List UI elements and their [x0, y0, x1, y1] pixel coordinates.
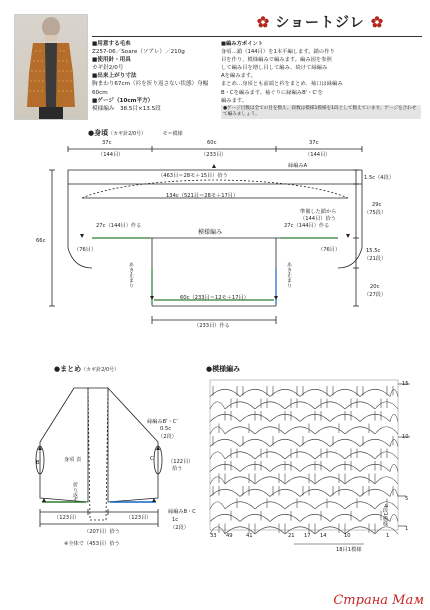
left-76: （76目） [74, 247, 97, 253]
st-41: 41 [246, 533, 253, 539]
right-15-5c-rows: （21段） [364, 256, 387, 262]
chain-arc [255, 477, 285, 484]
chain-arc [285, 502, 315, 509]
tools-value: カギ針2/0号 [92, 65, 124, 72]
yarn-heading: ■用意する毛糸 [92, 41, 131, 47]
rows-134: 134c（521目＝28モ＋17目） [166, 193, 239, 199]
chain-arc [345, 452, 375, 459]
pattern-note: モ＝模様 [162, 131, 183, 137]
right-76: （76目） [318, 247, 341, 253]
pattern-label: 模様編み [198, 229, 223, 236]
gauge-value: 模様編み 38.5目×13.5段 [92, 105, 161, 112]
chain-arc [225, 452, 255, 459]
size-heading: ■出来上がり寸法 [92, 73, 137, 80]
join-note: 準備した鎖から [300, 209, 337, 215]
top-mid-width: 60c [207, 140, 217, 146]
chain-arc [210, 427, 225, 434]
chain-arc [390, 389, 398, 396]
right-29c-rows: （75段） [364, 210, 387, 216]
chain-arc [390, 414, 398, 421]
left-chain: 27c（144目）作る [96, 223, 142, 229]
chain-arc [315, 452, 345, 459]
top-right-stitches: （144目） [305, 152, 331, 158]
chain-arc [240, 489, 270, 496]
two-rows: （2段） [170, 525, 189, 531]
front-label: 身頃 表 [64, 457, 82, 463]
chain-arc [210, 402, 225, 409]
chain-arc [270, 389, 300, 396]
chain-arc [210, 439, 240, 446]
st-17: 17 [304, 533, 311, 539]
chain-arc [360, 389, 390, 396]
chain-arc [255, 402, 285, 409]
chain-arc [330, 439, 360, 446]
chain-arc [315, 502, 345, 509]
chain-arc [375, 402, 398, 409]
st-49: 49 [226, 533, 233, 539]
repeat-label: 18目1模様 [336, 547, 362, 553]
chain-arc [210, 389, 240, 396]
four-row-repeat: 4段1模様 [382, 504, 388, 527]
chain-arc [210, 452, 225, 459]
armhole-right: あき止まり [286, 262, 292, 288]
chain-arc [270, 489, 300, 496]
finish-header: ●まとめ [54, 365, 82, 373]
page-title: ショートジレ [275, 15, 365, 31]
edge-bc: 縁編みB・C [168, 509, 196, 515]
row-1: 1 [405, 526, 409, 532]
chain-arc [345, 402, 375, 409]
chain-arc [240, 389, 270, 396]
right-15-5c: 15.5c [366, 248, 381, 254]
chain-arc [240, 439, 270, 446]
top-right-width: 37c [309, 140, 319, 146]
chain-arc [390, 514, 398, 521]
points-line: 身頃…鎖（144目）を1本平編します。鎖の作り [221, 49, 335, 56]
top-left-stitches: （144目） [98, 152, 124, 158]
chain-arc [375, 477, 398, 484]
chain-arc [315, 477, 345, 484]
yarn-value: Z257-06／Soare（ソアレ）／210g [92, 49, 185, 56]
chain-arc [285, 477, 315, 484]
right-1-5c: 1.5c（4段） [364, 175, 394, 181]
gauge-note: ●ゲージ目数は全ての目を数え、段数は模様1模様を1段として数えています。ゲージを合わせて編みましょう。 [221, 105, 421, 119]
chain-arc [255, 427, 285, 434]
chain-arc [210, 514, 240, 521]
chain-arc [375, 452, 398, 459]
row-15: 15 [402, 381, 409, 387]
join-note-2: （144目）拾う [300, 216, 336, 222]
chain-arc [315, 402, 345, 409]
border-a-label: 縁編みA [288, 163, 308, 169]
points-line: まとめ…身頃とも前端と衿をまとめ、袖口は縁編み [221, 81, 343, 88]
bottom-60: 60c（233目＝12モ＋17目） [180, 295, 249, 301]
chain-arc [345, 427, 375, 434]
chain-arc [225, 502, 255, 509]
body-needle: （カギ針2/0号） [108, 131, 147, 137]
finish-needle: （カギ針2/0号） [81, 367, 120, 373]
chain-arc [300, 489, 330, 496]
chain-arc [345, 502, 375, 509]
chain-arc [225, 427, 255, 434]
st-10: 10 [344, 533, 351, 539]
tools-heading: ■使用針・用具 [92, 57, 131, 64]
pick-207: （207目）拾う [84, 529, 120, 535]
pick-total: ※全体で（453目）拾う [64, 541, 120, 547]
chain-arc [390, 489, 398, 496]
chain-arc [255, 452, 285, 459]
fold-label: 折り返す [72, 482, 78, 503]
body-header: ●身頃 [88, 129, 109, 137]
pick-123-right: （123目） [126, 515, 152, 521]
st-21: 21 [288, 533, 295, 539]
chain-arc [330, 514, 360, 521]
chain-arc [210, 502, 225, 509]
edge-bc-dash: 縁編みB'・C' [147, 419, 178, 425]
chain-arc [360, 439, 390, 446]
row-5: 5 [405, 496, 409, 502]
chain-arc [270, 439, 300, 446]
chain-arc [330, 389, 360, 396]
chain-arc [315, 427, 345, 434]
points-line: して編み目を増し目して編み、続けて縁編み [221, 65, 328, 72]
chain-arc [330, 489, 360, 496]
chain-arc [225, 402, 255, 409]
chain-arc [390, 439, 398, 446]
pick-122: （122目） [168, 459, 194, 465]
armhole-left: あき止まり [128, 262, 134, 288]
st-1: 1 [386, 533, 390, 539]
chain-arc [390, 464, 398, 471]
pick-123-left: （123目） [54, 515, 80, 521]
points-line: Aを編みます。 [221, 73, 256, 80]
chain-arc [255, 527, 285, 534]
chart-header: ●模様編み [206, 365, 241, 373]
chain-arc [270, 514, 300, 521]
chain-arc [240, 514, 270, 521]
chain-arc [225, 477, 255, 484]
gauge-heading: ■ゲージ（10cm平方） [92, 97, 154, 104]
stitch-chart [206, 374, 414, 554]
edge-2-rows: （2段） [158, 434, 177, 440]
rows-463: （463目＝28モ＋15目）拾う [158, 173, 228, 179]
c-dash-label: C' [150, 456, 156, 462]
right-20c: 20c [370, 284, 380, 290]
chain-arc [345, 477, 375, 484]
points-heading: ■編み方ポイント [221, 41, 264, 47]
chain-arc [285, 427, 315, 434]
top-mid-stitches: （233目） [201, 152, 227, 158]
chain-arc [300, 439, 330, 446]
right-29c: 29c [372, 202, 382, 208]
row-10: 10 [402, 434, 409, 440]
chain-arc [285, 452, 315, 459]
chain-arc [255, 502, 285, 509]
size-value: 胸まわり67cm（衿を折り返さない状態）身幅60cm [92, 81, 209, 96]
chain-arc [285, 402, 315, 409]
chain-arc [210, 477, 225, 484]
points-line: 編みます。 [221, 97, 248, 104]
edge-0-5c: 0.5c [160, 426, 172, 432]
st-14: 14 [320, 533, 327, 539]
points-line: B・Cを編みます。袖ぐりに縁編みB'・C'を [221, 89, 323, 96]
pick-label: 拾う [172, 466, 183, 472]
total-height: 66c [36, 238, 46, 244]
chain-arc [300, 514, 330, 521]
points-line: 目を作り、模様編みで編みます。編み図を参照 [221, 57, 332, 64]
right-20c-rows: （27段） [364, 292, 387, 298]
watermark-logo: Страна Мам [333, 593, 424, 608]
chain-arc [300, 389, 330, 396]
bottom-make: （233目）作る [194, 323, 230, 329]
b-dash-label: B' [36, 460, 41, 466]
st-33: 33 [210, 533, 217, 539]
chain-arc [210, 489, 240, 496]
one-c: 1c [172, 517, 179, 523]
chain-arc [360, 489, 390, 496]
right-chain: 27c（144目）作る [284, 223, 330, 229]
chain-arc [375, 427, 398, 434]
top-left-width: 37c [102, 140, 112, 146]
